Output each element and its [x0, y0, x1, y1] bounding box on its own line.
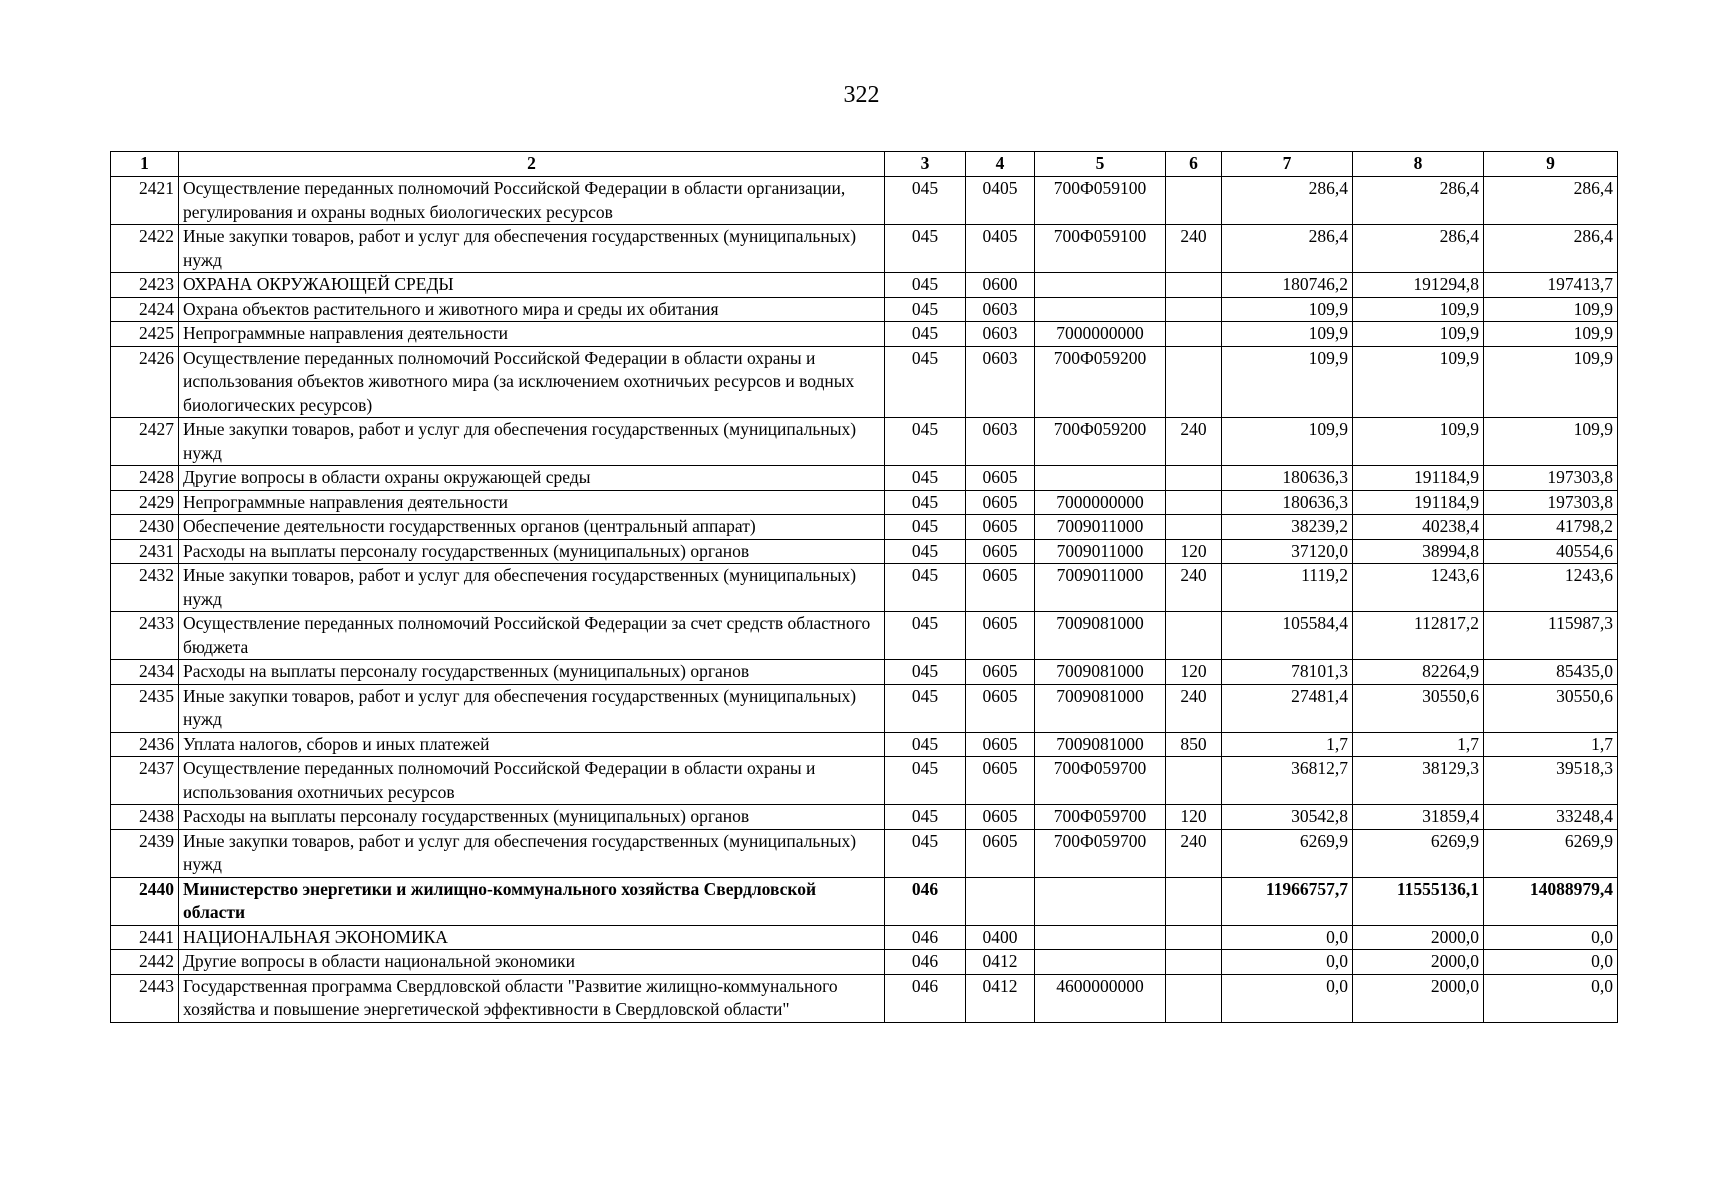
row-name: Иные закупки товаров, работ и услуг для обеспечения государственных (муниципальных) нужд [179, 564, 885, 612]
amount-year-2: 286,4 [1353, 177, 1484, 225]
row-name: Осуществление переданных полномочий Российской Федерации в области охраны и использования объектов животного мира (за исключением охотничьих ресурсов и водных биологических ресурсов) [179, 346, 885, 418]
row-number: 2425 [111, 322, 179, 347]
row-number: 2430 [111, 515, 179, 540]
section-code: 0603 [966, 418, 1035, 466]
table-row [111, 418, 1618, 466]
row-name: ОХРАНА ОКРУЖАЮЩЕЙ СРЕДЫ [179, 273, 885, 298]
amount-year-2: 38994,8 [1353, 539, 1484, 564]
row-name: Расходы на выплаты персоналу государственных (муниципальных) органов [179, 539, 885, 564]
amount-year-2: 38129,3 [1353, 757, 1484, 805]
ministry-code: 045 [885, 322, 966, 347]
ministry-code: 045 [885, 757, 966, 805]
table-row [111, 466, 1618, 491]
amount-year-1: 180746,2 [1222, 273, 1353, 298]
table-row [111, 177, 1618, 225]
ministry-code: 045 [885, 660, 966, 685]
section-code: 0605 [966, 564, 1035, 612]
expense-type-code [1166, 925, 1222, 950]
amount-year-1: 38239,2 [1222, 515, 1353, 540]
amount-year-1: 180636,3 [1222, 490, 1353, 515]
ministry-code: 045 [885, 346, 966, 418]
section-code: 0405 [966, 225, 1035, 273]
row-name: Расходы на выплаты персоналу государственных (муниципальных) органов [179, 805, 885, 830]
row-number: 2423 [111, 273, 179, 298]
expense-type-code [1166, 346, 1222, 418]
amount-year-2: 6269,9 [1353, 829, 1484, 877]
row-name: Иные закупки товаров, работ и услуг для обеспечения государственных (муниципальных) нужд [179, 418, 885, 466]
amount-year-2: 191294,8 [1353, 273, 1484, 298]
amount-year-3: 33248,4 [1484, 805, 1618, 830]
amount-year-2: 109,9 [1353, 418, 1484, 466]
target-article-code [1035, 466, 1166, 491]
table-row [111, 757, 1618, 805]
amount-year-2: 109,9 [1353, 346, 1484, 418]
amount-year-3: 109,9 [1484, 418, 1618, 466]
row-name: Министерство энергетики и жилищно-коммунального хозяйства Свердловской области [179, 877, 885, 925]
target-article-code: 4600000000 [1035, 974, 1166, 1022]
amount-year-2: 109,9 [1353, 297, 1484, 322]
amount-year-1: 0,0 [1222, 974, 1353, 1022]
amount-year-2: 191184,9 [1353, 490, 1484, 515]
ministry-code: 045 [885, 297, 966, 322]
table-row [111, 684, 1618, 732]
expense-type-code: 240 [1166, 829, 1222, 877]
amount-year-2: 2000,0 [1353, 950, 1484, 975]
target-article-code: 7009011000 [1035, 539, 1166, 564]
amount-year-1: 30542,8 [1222, 805, 1353, 830]
amount-year-3: 40554,6 [1484, 539, 1618, 564]
expense-type-code [1166, 490, 1222, 515]
row-number: 2428 [111, 466, 179, 491]
table-row [111, 346, 1618, 418]
target-article-code: 700Ф059700 [1035, 829, 1166, 877]
section-code: 0605 [966, 539, 1035, 564]
amount-year-3: 1,7 [1484, 732, 1618, 757]
row-name: Осуществление переданных полномочий Российской Федерации в области организации, регулирования и охраны водных биологических ресурсов [179, 177, 885, 225]
amount-year-1: 36812,7 [1222, 757, 1353, 805]
target-article-code: 7009011000 [1035, 564, 1166, 612]
amount-year-2: 1243,6 [1353, 564, 1484, 612]
amount-year-2: 286,4 [1353, 225, 1484, 273]
ministry-code: 045 [885, 564, 966, 612]
section-code: 0605 [966, 612, 1035, 660]
amount-year-3: 109,9 [1484, 322, 1618, 347]
amount-year-1: 105584,4 [1222, 612, 1353, 660]
section-code: 0603 [966, 297, 1035, 322]
table-body [111, 177, 1618, 1023]
amount-year-1: 109,9 [1222, 346, 1353, 418]
expense-type-code [1166, 757, 1222, 805]
amount-year-2: 109,9 [1353, 322, 1484, 347]
target-article-code [1035, 297, 1166, 322]
ministry-code: 046 [885, 974, 966, 1022]
amount-year-2: 11555136,1 [1353, 877, 1484, 925]
row-name: Осуществление переданных полномочий Российской Федерации за счет средств областного бюджета [179, 612, 885, 660]
row-name: Непрограммные направления деятельности [179, 490, 885, 515]
table-row [111, 612, 1618, 660]
row-number: 2440 [111, 877, 179, 925]
expense-type-code [1166, 515, 1222, 540]
column-header-7: 7 [1222, 152, 1353, 177]
amount-year-3: 0,0 [1484, 925, 1618, 950]
budget-table [110, 151, 1618, 1023]
expense-type-code: 850 [1166, 732, 1222, 757]
amount-year-1: 11966757,7 [1222, 877, 1353, 925]
row-number: 2429 [111, 490, 179, 515]
ministry-code: 045 [885, 418, 966, 466]
amount-year-2: 1,7 [1353, 732, 1484, 757]
amount-year-3: 109,9 [1484, 346, 1618, 418]
amount-year-2: 112817,2 [1353, 612, 1484, 660]
table-row [111, 273, 1618, 298]
ministry-code: 046 [885, 925, 966, 950]
ministry-code: 045 [885, 829, 966, 877]
column-header-5: 5 [1035, 152, 1166, 177]
amount-year-1: 6269,9 [1222, 829, 1353, 877]
row-name: Непрограммные направления деятельности [179, 322, 885, 347]
expense-type-code: 240 [1166, 418, 1222, 466]
amount-year-1: 1,7 [1222, 732, 1353, 757]
header-row [111, 152, 1618, 177]
ministry-code: 045 [885, 539, 966, 564]
section-code: 0600 [966, 273, 1035, 298]
section-code: 0605 [966, 805, 1035, 830]
row-number: 2441 [111, 925, 179, 950]
amount-year-1: 109,9 [1222, 418, 1353, 466]
row-name: Иные закупки товаров, работ и услуг для обеспечения государственных (муниципальных) нужд [179, 225, 885, 273]
amount-year-1: 286,4 [1222, 225, 1353, 273]
ministry-code: 045 [885, 515, 966, 540]
target-article-code [1035, 877, 1166, 925]
amount-year-3: 85435,0 [1484, 660, 1618, 685]
column-header-1: 1 [111, 152, 179, 177]
amount-year-2: 82264,9 [1353, 660, 1484, 685]
ministry-code: 045 [885, 805, 966, 830]
target-article-code: 700Ф059200 [1035, 418, 1166, 466]
target-article-code: 700Ф059200 [1035, 346, 1166, 418]
row-number: 2434 [111, 660, 179, 685]
target-article-code: 7009081000 [1035, 684, 1166, 732]
table-row [111, 925, 1618, 950]
row-name: Государственная программа Свердловской области "Развитие жилищно-коммунального хозяйства и повышение энергетической эффективности в Свердловской области" [179, 974, 885, 1022]
target-article-code [1035, 925, 1166, 950]
amount-year-3: 14088979,4 [1484, 877, 1618, 925]
expense-type-code: 120 [1166, 805, 1222, 830]
table-row [111, 660, 1618, 685]
row-number: 2427 [111, 418, 179, 466]
section-code: 0605 [966, 829, 1035, 877]
row-number: 2424 [111, 297, 179, 322]
amount-year-3: 115987,3 [1484, 612, 1618, 660]
row-name: Уплата налогов, сборов и иных платежей [179, 732, 885, 757]
expense-type-code: 240 [1166, 684, 1222, 732]
target-article-code: 7009011000 [1035, 515, 1166, 540]
row-name: Осуществление переданных полномочий Российской Федерации в области охраны и использования охотничьих ресурсов [179, 757, 885, 805]
ministry-code: 045 [885, 684, 966, 732]
target-article-code: 700Ф059100 [1035, 225, 1166, 273]
section-code: 0412 [966, 974, 1035, 1022]
section-code: 0605 [966, 466, 1035, 491]
amount-year-2: 40238,4 [1353, 515, 1484, 540]
row-name: НАЦИОНАЛЬНАЯ ЭКОНОМИКА [179, 925, 885, 950]
table-row [111, 490, 1618, 515]
row-name: Иные закупки товаров, работ и услуг для обеспечения государственных (муниципальных) нужд [179, 829, 885, 877]
row-name: Обеспечение деятельности государственных органов (центральный аппарат) [179, 515, 885, 540]
expense-type-code [1166, 273, 1222, 298]
amount-year-3: 286,4 [1484, 225, 1618, 273]
amount-year-3: 197413,7 [1484, 273, 1618, 298]
section-code: 0603 [966, 322, 1035, 347]
row-name: Иные закупки товаров, работ и услуг для обеспечения государственных (муниципальных) нужд [179, 684, 885, 732]
amount-year-3: 41798,2 [1484, 515, 1618, 540]
amount-year-1: 37120,0 [1222, 539, 1353, 564]
row-number: 2443 [111, 974, 179, 1022]
row-number: 2438 [111, 805, 179, 830]
row-number: 2435 [111, 684, 179, 732]
target-article-code: 7009081000 [1035, 660, 1166, 685]
section-code: 0605 [966, 515, 1035, 540]
amount-year-2: 2000,0 [1353, 925, 1484, 950]
section-code: 0605 [966, 684, 1035, 732]
table-row [111, 515, 1618, 540]
expense-type-code [1166, 322, 1222, 347]
ministry-code: 045 [885, 490, 966, 515]
target-article-code: 700Ф059700 [1035, 805, 1166, 830]
amount-year-1: 78101,3 [1222, 660, 1353, 685]
table-row [111, 732, 1618, 757]
amount-year-1: 0,0 [1222, 950, 1353, 975]
target-article-code: 7000000000 [1035, 322, 1166, 347]
target-article-code: 700Ф059700 [1035, 757, 1166, 805]
table-row [111, 805, 1618, 830]
amount-year-1: 286,4 [1222, 177, 1353, 225]
amount-year-1: 109,9 [1222, 322, 1353, 347]
table-row [111, 297, 1618, 322]
table-row [111, 877, 1618, 925]
row-number: 2439 [111, 829, 179, 877]
section-code: 0405 [966, 177, 1035, 225]
section-code: 0605 [966, 660, 1035, 685]
row-number: 2422 [111, 225, 179, 273]
target-article-code: 7009081000 [1035, 732, 1166, 757]
ministry-code: 045 [885, 177, 966, 225]
page-number: 322 [843, 82, 880, 108]
table-row [111, 829, 1618, 877]
section-code: 0412 [966, 950, 1035, 975]
amount-year-3: 109,9 [1484, 297, 1618, 322]
column-header-6: 6 [1166, 152, 1222, 177]
section-code: 0605 [966, 757, 1035, 805]
expense-type-code: 240 [1166, 225, 1222, 273]
amount-year-1: 1119,2 [1222, 564, 1353, 612]
target-article-code [1035, 273, 1166, 298]
table-row [111, 974, 1618, 1022]
amount-year-1: 180636,3 [1222, 466, 1353, 491]
amount-year-3: 0,0 [1484, 974, 1618, 1022]
target-article-code: 700Ф059100 [1035, 177, 1166, 225]
row-name: Расходы на выплаты персоналу государственных (муниципальных) органов [179, 660, 885, 685]
ministry-code: 045 [885, 612, 966, 660]
amount-year-2: 30550,6 [1353, 684, 1484, 732]
expense-type-code: 120 [1166, 539, 1222, 564]
amount-year-1: 0,0 [1222, 925, 1353, 950]
target-article-code [1035, 950, 1166, 975]
row-number: 2436 [111, 732, 179, 757]
row-name: Другие вопросы в области охраны окружающей среды [179, 466, 885, 491]
row-number: 2433 [111, 612, 179, 660]
column-header-3: 3 [885, 152, 966, 177]
amount-year-1: 109,9 [1222, 297, 1353, 322]
section-code: 0605 [966, 490, 1035, 515]
expense-type-code: 120 [1166, 660, 1222, 685]
row-number: 2437 [111, 757, 179, 805]
section-code: 0603 [966, 346, 1035, 418]
amount-year-3: 39518,3 [1484, 757, 1618, 805]
expense-type-code [1166, 466, 1222, 491]
amount-year-3: 197303,8 [1484, 490, 1618, 515]
expense-type-code: 240 [1166, 564, 1222, 612]
amount-year-2: 2000,0 [1353, 974, 1484, 1022]
amount-year-3: 30550,6 [1484, 684, 1618, 732]
ministry-code: 045 [885, 466, 966, 491]
row-number: 2431 [111, 539, 179, 564]
ministry-code: 046 [885, 950, 966, 975]
amount-year-2: 191184,9 [1353, 466, 1484, 491]
row-number: 2426 [111, 346, 179, 418]
amount-year-1: 27481,4 [1222, 684, 1353, 732]
expense-type-code [1166, 950, 1222, 975]
section-code: 0400 [966, 925, 1035, 950]
target-article-code: 7000000000 [1035, 490, 1166, 515]
row-number: 2421 [111, 177, 179, 225]
column-header-4: 4 [966, 152, 1035, 177]
table-row [111, 564, 1618, 612]
expense-type-code [1166, 974, 1222, 1022]
ministry-code: 045 [885, 732, 966, 757]
table-row [111, 539, 1618, 564]
column-header-9: 9 [1484, 152, 1618, 177]
ministry-code: 046 [885, 877, 966, 925]
amount-year-3: 197303,8 [1484, 466, 1618, 491]
table-row [111, 322, 1618, 347]
row-name: Охрана объектов растительного и животного мира и среды их обитания [179, 297, 885, 322]
amount-year-3: 6269,9 [1484, 829, 1618, 877]
amount-year-3: 0,0 [1484, 950, 1618, 975]
ministry-code: 045 [885, 225, 966, 273]
amount-year-3: 286,4 [1484, 177, 1618, 225]
section-code [966, 877, 1035, 925]
row-number: 2432 [111, 564, 179, 612]
amount-year-3: 1243,6 [1484, 564, 1618, 612]
expense-type-code [1166, 877, 1222, 925]
expense-type-code [1166, 177, 1222, 225]
expense-type-code [1166, 612, 1222, 660]
column-header-8: 8 [1353, 152, 1484, 177]
section-code: 0605 [966, 732, 1035, 757]
column-header-2: 2 [179, 152, 885, 177]
ministry-code: 045 [885, 273, 966, 298]
table-header [111, 152, 1618, 177]
target-article-code: 7009081000 [1035, 612, 1166, 660]
row-number: 2442 [111, 950, 179, 975]
table-row [111, 950, 1618, 975]
table-row [111, 225, 1618, 273]
expense-type-code [1166, 297, 1222, 322]
amount-year-2: 31859,4 [1353, 805, 1484, 830]
row-name: Другие вопросы в области национальной экономики [179, 950, 885, 975]
